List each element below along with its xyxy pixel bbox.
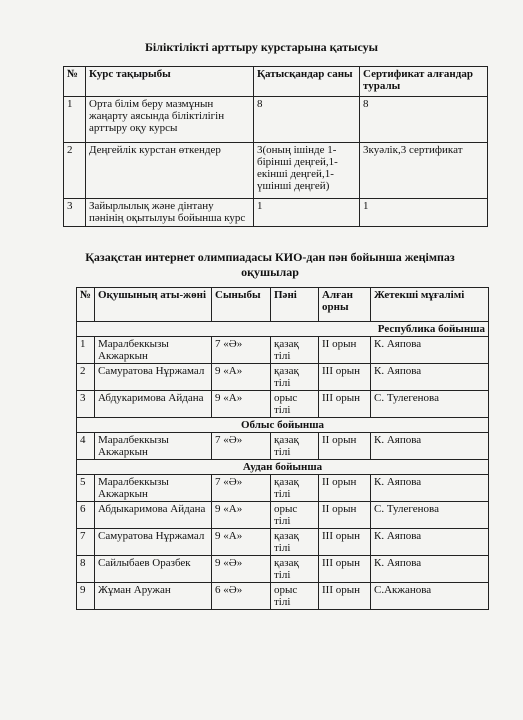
place: ІІ орын bbox=[319, 475, 371, 502]
place: ІІІ орын bbox=[319, 556, 371, 583]
row-number: 1 bbox=[77, 337, 95, 364]
table-row bbox=[64, 97, 488, 143]
subject: қазақ тілі bbox=[271, 556, 319, 583]
header-place: Алған орны bbox=[319, 288, 371, 322]
participants: 8 bbox=[254, 97, 360, 143]
participants: 3(оның ішінде 1-бірінші деңгей,1-екінші деңгей,1-үшінші деңгей) bbox=[254, 143, 360, 199]
student-name: Абдукаримова Айдана bbox=[95, 391, 212, 418]
student-class: 9 «А» bbox=[212, 529, 271, 556]
table-row bbox=[77, 556, 489, 583]
course-topic: Орта білім беру мазмұнын жаңарту аясында біліктілігін арттыру оқу курсы bbox=[86, 97, 254, 143]
table-row bbox=[77, 529, 489, 556]
student-name: Маралбеккызы Акжаркын bbox=[95, 475, 212, 502]
table-row bbox=[77, 433, 489, 460]
table-row bbox=[77, 391, 489, 418]
place: ІІ орын bbox=[319, 433, 371, 460]
teacher: К. Аяпова bbox=[371, 556, 489, 583]
header-subject: Пәні bbox=[271, 288, 319, 322]
table-row bbox=[77, 502, 489, 529]
header-certificates: Сертификат алғандар туралы bbox=[360, 67, 488, 97]
table-row bbox=[64, 199, 488, 227]
certificates: 1 bbox=[360, 199, 488, 227]
certificates: 8 bbox=[360, 97, 488, 143]
student-class: 6 «Ә» bbox=[212, 583, 271, 610]
subject: қазақ тілі bbox=[271, 364, 319, 391]
subject: қазақ тілі bbox=[271, 433, 319, 460]
courses-table bbox=[63, 66, 488, 227]
olympiad-header-row bbox=[77, 288, 489, 322]
olympiad-table bbox=[76, 287, 489, 610]
section-label: Республика бойынша bbox=[77, 322, 489, 337]
place: ІІІ орын bbox=[319, 391, 371, 418]
row-number: 8 bbox=[77, 556, 95, 583]
header-number: № bbox=[64, 67, 86, 97]
row-number: 2 bbox=[77, 364, 95, 391]
teacher: С. Тулегенова bbox=[371, 391, 489, 418]
header-number: № bbox=[77, 288, 95, 322]
section-label: Облыс бойынша bbox=[77, 418, 489, 433]
student-class: 9 «А» bbox=[212, 391, 271, 418]
student-name: Маралбеккызы Акжаркын bbox=[95, 337, 212, 364]
student-name: Абдыкаримова Айдана bbox=[95, 502, 212, 529]
student-class: 9 «А» bbox=[212, 364, 271, 391]
student-name: Самуратова Нұржамал bbox=[95, 529, 212, 556]
section-label: Аудан бойынша bbox=[77, 460, 489, 475]
table-row bbox=[64, 143, 488, 199]
course-topic: Деңгейлік курстан өткендер bbox=[86, 143, 254, 199]
subject: орыс тілі bbox=[271, 391, 319, 418]
student-class: 9 «Ә» bbox=[212, 556, 271, 583]
row-number: 1 bbox=[64, 97, 86, 143]
table-row bbox=[77, 337, 489, 364]
row-number: 5 bbox=[77, 475, 95, 502]
place: ІІ орын bbox=[319, 502, 371, 529]
teacher: К. Аяпова bbox=[371, 529, 489, 556]
header-class: Сыныбы bbox=[212, 288, 271, 322]
place: ІІІ орын bbox=[319, 529, 371, 556]
header-teacher: Жетекші мұғалімі bbox=[371, 288, 489, 322]
teacher: К. Аяпова bbox=[371, 337, 489, 364]
subject: орыс тілі bbox=[271, 583, 319, 610]
teacher: С.Акжанова bbox=[371, 583, 489, 610]
row-number: 2 bbox=[64, 143, 86, 199]
course-topic: Зайырлылық және дінтану пәнінің оқытылуы бойынша курс bbox=[86, 199, 254, 227]
participants: 1 bbox=[254, 199, 360, 227]
teacher: К. Аяпова bbox=[371, 475, 489, 502]
student-class: 7 «Ә» bbox=[212, 475, 271, 502]
row-number: 9 bbox=[77, 583, 95, 610]
student-name: Сайлыбаев Оразбек bbox=[95, 556, 212, 583]
student-name: Жұман Аружан bbox=[95, 583, 212, 610]
header-student-name: Оқушының аты-жөні bbox=[95, 288, 212, 322]
subject: қазақ тілі bbox=[271, 337, 319, 364]
row-number: 6 bbox=[77, 502, 95, 529]
subject: қазақ тілі bbox=[271, 475, 319, 502]
place: ІІ орын bbox=[319, 337, 371, 364]
table-row bbox=[77, 475, 489, 502]
teacher: К. Аяпова bbox=[371, 433, 489, 460]
student-name: Самуратова Нұржамал bbox=[95, 364, 212, 391]
row-number: 7 bbox=[77, 529, 95, 556]
table-row bbox=[77, 583, 489, 610]
row-number: 3 bbox=[77, 391, 95, 418]
section-row-district bbox=[77, 460, 489, 475]
student-name: Маралбеккызы Акжаркын bbox=[95, 433, 212, 460]
header-participants: Қатысқандар саны bbox=[254, 67, 360, 97]
section-row-region bbox=[77, 418, 489, 433]
place: ІІІ орын bbox=[319, 364, 371, 391]
header-course-topic: Курс тақырыбы bbox=[86, 67, 254, 97]
subject: қазақ тілі bbox=[271, 529, 319, 556]
subject: орыс тілі bbox=[271, 502, 319, 529]
row-number: 4 bbox=[77, 433, 95, 460]
student-class: 7 «Ә» bbox=[212, 433, 271, 460]
olympiad-title: Қазақстан интернет олимпиадасы КИО-дан пән бойынша жеңімпаз оқушылар bbox=[85, 250, 455, 279]
table-row bbox=[77, 364, 489, 391]
place: ІІІ орын bbox=[319, 583, 371, 610]
section-row-republic bbox=[77, 322, 489, 337]
row-number: 3 bbox=[64, 199, 86, 227]
student-class: 9 «А» bbox=[212, 502, 271, 529]
teacher: С. Тулегенова bbox=[371, 502, 489, 529]
student-class: 7 «Ә» bbox=[212, 337, 271, 364]
courses-header-row bbox=[64, 67, 488, 97]
courses-title: Біліктілікті арттыру курстарына қатысуы bbox=[144, 40, 379, 54]
certificates: 3куәлік,3 сертификат bbox=[360, 143, 488, 199]
teacher: К. Аяпова bbox=[371, 364, 489, 391]
